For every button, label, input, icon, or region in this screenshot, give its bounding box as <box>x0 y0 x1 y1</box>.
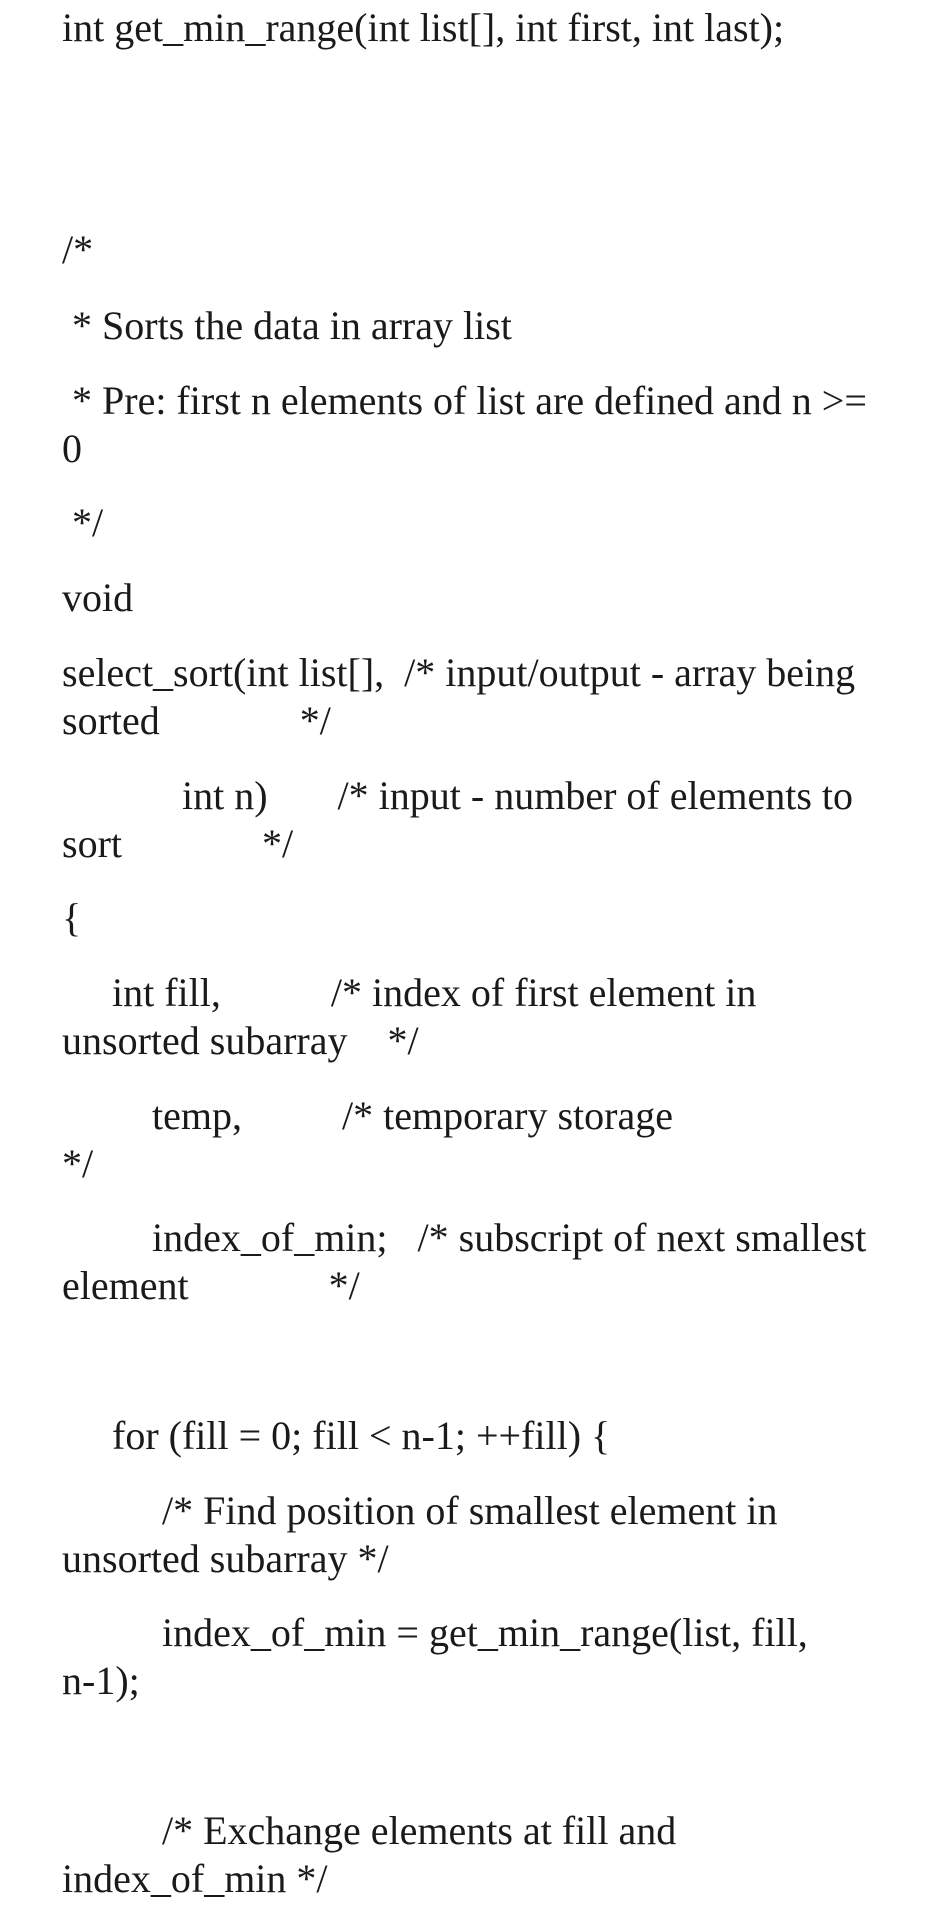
code-line-3: * Sorts the data in array list <box>62 303 512 348</box>
code-line-13: int fill, /* index of first element in <box>62 970 757 1015</box>
code-line-23: n-1); <box>62 1658 140 1703</box>
code-line-7: void <box>62 575 134 620</box>
code-line-5: 0 <box>62 426 82 471</box>
code-line-22: index_of_min = get_min_range(list, fill, <box>62 1610 808 1655</box>
code-line-2: /* <box>62 227 94 272</box>
code-line-19: for (fill = 0; fill < n-1; ++fill) { <box>62 1413 611 1458</box>
code-line-17: index_of_min; /* subscript of next smallest <box>62 1215 867 1260</box>
code-line-4: * Pre: first n elements of list are defined and n >= <box>62 378 867 423</box>
code-line-20: /* Find position of smallest element in <box>62 1488 778 1533</box>
code-line-25: index_of_min */ <box>62 1856 328 1901</box>
code-line-15: temp, /* temporary storage <box>62 1093 673 1138</box>
code-line-14: unsorted subarray */ <box>62 1018 419 1063</box>
code-line-18: element */ <box>62 1263 360 1308</box>
code-line-8: select_sort(int list[], /* input/output - array being <box>62 650 856 695</box>
code-line-1: int get_min_range(int list[], int first, int last); <box>62 5 785 50</box>
code-line-10: int n) /* input - number of elements to <box>62 773 853 818</box>
code-line-21: unsorted subarray */ <box>62 1536 389 1581</box>
code-line-24: /* Exchange elements at fill and <box>62 1808 677 1853</box>
code-line-9: sorted */ <box>62 698 331 743</box>
code-line-6: */ <box>62 500 104 545</box>
code-line-16: */ <box>62 1141 94 1186</box>
code-line-12: { <box>62 895 82 940</box>
code-line-11: sort */ <box>62 821 294 866</box>
